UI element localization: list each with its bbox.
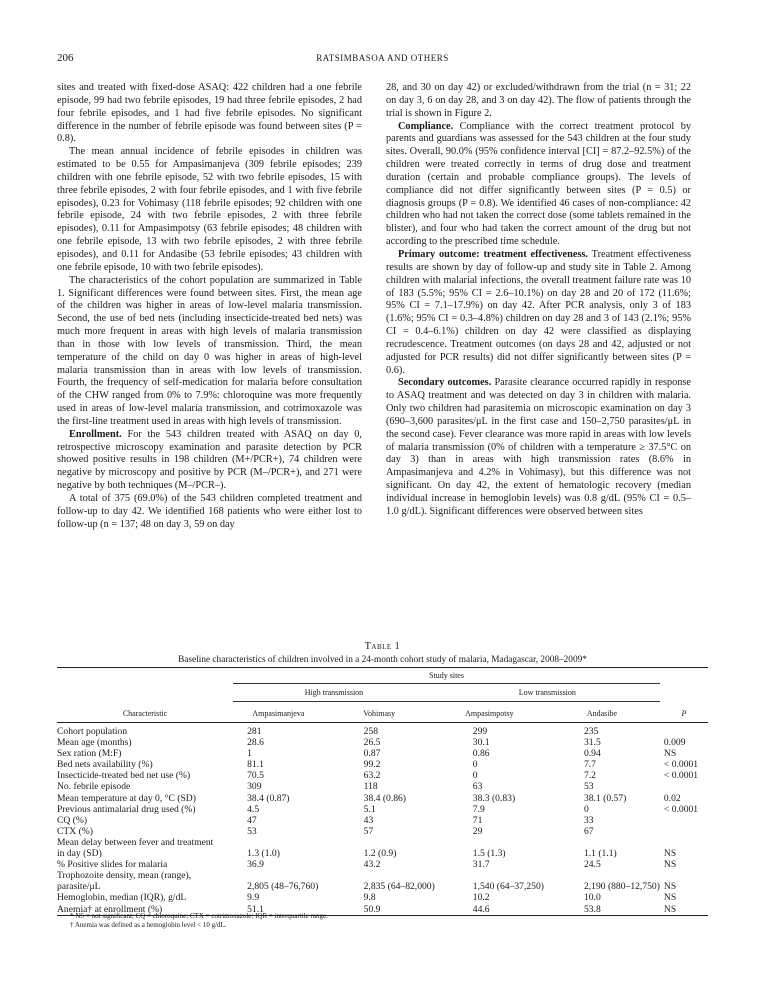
table-cell: 258 — [363, 726, 379, 737]
paragraph-text: The mean annual incidence of febrile episodes in children was estimated to be 0.55 for Ampasimanjeva (309 febrile episodes; 239 children with one febrile episode, 52 with two febrile episodes, 15 with three febrile episodes, 2 with four febrile episodes, and 1 with five febrile episodes), 0.23 for Vohimasy (118 febrile episodes; 92 children with one febrile episode, 24 with two febrile episodes, 2 with three febrile episodes), 0.11 for Ampasimpotsy (63 febrile episodes; 48 children with one febrile episode, 13 with two febrile episodes, 2 with three febrile episodes), and 0.11 for Andasibe (53 febrile episodes; 43 children with one febrile episode, 10 with two febrile episodes). — [57, 146, 362, 273]
table-cell: 99.2 — [363, 759, 381, 771]
p-value-cell: < 0.0001 — [663, 770, 699, 782]
table-cell: 299 — [472, 726, 488, 737]
table-cell: 51.1 — [247, 903, 264, 915]
table-cell: 43.2 — [363, 859, 381, 871]
table-title: Baseline characteristics of children involved in a 24-month cohort study of malaria, Madagascar, 2008–2009* — [178, 655, 587, 665]
table-cell — [435, 870, 544, 881]
col-header-p: P — [660, 702, 708, 723]
running-head: RATSIMBASOA AND OTHERS — [316, 53, 449, 63]
table-row — [57, 748, 708, 759]
table-cell: 30.1 — [472, 737, 490, 749]
paragraph-text: 28, and 30 on day 42) or excluded/withdrawn from the trial (n = 31; 22 on day 3, 6 on day 28, and 3 on day 42). The flow of patients through the trial is shown in Figure 2. — [386, 82, 691, 119]
table-cell: 1.5 (1.3) — [472, 848, 506, 860]
table-cell: 63.2 — [363, 770, 381, 782]
table-label: Table 1 — [364, 641, 401, 652]
row-label: Cohort population — [57, 726, 128, 737]
p-value-cell: NS — [663, 859, 677, 871]
paragraph — [57, 275, 362, 429]
table-cell — [233, 837, 324, 848]
p-value-cell: NS — [663, 848, 677, 860]
table-cell: 0.86 — [472, 748, 490, 760]
paragraph — [57, 146, 362, 274]
paragraph-text: sites and treated with fixed-dose ASAQ: 422 children had a one febrile episode, 99 had two febrile episodes, 19 had three febrile episodes, 2 had four febrile episodes, and 1 had five febrile episodes. No significant difference in the number of febrile episode was found between sites (P = 0.8). — [57, 82, 362, 145]
p-value-cell — [660, 826, 708, 837]
p-value-cell — [660, 870, 708, 881]
table-cell: 0.87 — [363, 748, 381, 760]
table-row — [57, 723, 708, 738]
table-cell: 43 — [363, 814, 374, 826]
paragraph-heading: Compliance. — [398, 120, 454, 132]
row-label: parasite/μL — [57, 881, 101, 893]
p-value-cell — [660, 723, 708, 738]
page-header — [57, 52, 708, 66]
paragraph-heading: Enrollment. — [69, 428, 122, 440]
table-cell: 50.9 — [363, 903, 381, 915]
table-cell: 10.0 — [583, 892, 601, 904]
table-row — [57, 793, 708, 804]
paragraph-text: Treatment effectiveness results are shown by day of follow-up and study site in Table 2. Among children with malarial infections, the overall treatment failure rate was 10 of 183 (5.5%; 95% CI = 2.6–10.1%) on day 28 and 20 of 172 (11.6%; 95% CI = 7.1–17.9%) on day 42. After PCR analysis, only 3 of 183 (1.6%; 95% CI = 0.3–4.8%) children on day 28 and 3 of 143 (2.1%; 95% CI = 0.4–6.1%) children on day 42 were classified as displaying recrudescence. Treatment outcomes (on days 28 and 42, adjusted or not adjusted for PCR results) did not differ significantly between sites (P = 0.6). — [386, 248, 692, 376]
low-transmission-label: Low transmission — [518, 688, 576, 697]
table-cell: 26.5 — [363, 737, 381, 749]
paragraph — [57, 82, 362, 146]
table-cell: 0.94 — [583, 748, 601, 760]
table-cell: 2,805 (48–76,760) — [247, 881, 319, 893]
table-cell — [544, 837, 660, 848]
paragraph-text: Compliance with the correct treatment protocol by parents and guardians was assessed for the 543 children at the four study sites. Overall, 90.0% (95% confidence interval [CI] = 87.2–92.5%) of the children were treated correctly in terms of drug dose and treatment duration (certain and probable compliance groups). The levels of compliance did not differ significantly between sites (P = 0.5) or diagnosis groups (P = 0.8). We identified 46 cases of non-compliance: 42 children who had not taken the correct dose (some tablets remained in the blister), and four who had taken the correct amount of the drug but not according to the prescribed time schedule. — [386, 120, 691, 248]
table-cell: 7.7 — [583, 759, 596, 771]
table-row — [57, 781, 708, 792]
table-cell — [435, 837, 544, 848]
p-value-cell — [660, 781, 708, 792]
row-label: Trophozoite density, mean (range), — [57, 870, 192, 882]
table-caption — [57, 641, 708, 665]
table-row — [57, 837, 708, 848]
table-cell: 118 — [363, 781, 378, 793]
p-value-cell: NS — [663, 903, 677, 915]
table-cell: 53 — [247, 825, 257, 837]
table-cell: 31.7 — [472, 859, 490, 871]
paragraph — [386, 121, 691, 249]
p-value-cell — [660, 837, 708, 848]
high-transmission-label: High transmission — [304, 688, 364, 697]
table-cell: 281 — [247, 726, 262, 737]
table-cell: 53.8 — [583, 903, 601, 915]
table-cell: 2,835 (64–82,000) — [363, 881, 435, 893]
table-cell: 10.2 — [472, 892, 490, 904]
paragraph-heading: Primary outcome: treatment effectiveness. — [398, 248, 589, 260]
paragraph — [386, 377, 691, 518]
col-header-site: Ampasimanjeva — [233, 702, 324, 723]
row-label: Insecticide-treated bed net use (%) — [57, 770, 191, 782]
table-cell — [233, 870, 324, 881]
p-value-cell: 0.02 — [663, 792, 681, 804]
row-label: Sex ration (M:F) — [57, 748, 122, 760]
table-row — [57, 881, 708, 892]
table-row — [57, 859, 708, 870]
table-cell: 1.2 (0.9) — [363, 848, 397, 860]
table-cell: 1.3 (1.0) — [247, 848, 280, 860]
paragraph — [386, 82, 691, 121]
table-row — [57, 804, 708, 815]
table-cell: 38.3 (0.83) — [472, 792, 516, 804]
row-label: CQ (%) — [57, 814, 88, 826]
table-cell — [324, 870, 435, 881]
p-value-cell: < 0.0001 — [663, 759, 699, 771]
table-cell: 36.9 — [247, 859, 264, 871]
row-label: Anemia† at enrollment (%) — [57, 903, 163, 915]
footnote: * NS = not significant; CQ = chloroquine; CTX = cotrimoxazole; IQR = interquartile range. — [70, 912, 328, 920]
table-row — [57, 759, 708, 770]
table-row — [57, 892, 708, 903]
table-cell: 53 — [583, 781, 594, 793]
table-cell: 1 — [247, 748, 252, 760]
table-row — [57, 848, 708, 859]
col-header-site: Andasibe — [544, 702, 660, 723]
p-value-cell — [660, 815, 708, 826]
footnote: † Anemia was defined as a hemoglobin level < 10 g/dL. — [70, 920, 227, 929]
paragraph-text: The characteristics of the cohort population are summarized in Table 1. Significant differences were found between sites. First, the mean age of the children was higher in areas of low-level malaria transmission. Second, the use of bed nets (including insecticide-treated bed nets) was much more frequent in areas with high levels of malaria transmission than in those with low levels of transmission. Third, the mean temperature of the child on day 0 was higher in areas of high-level malaria transmission than in areas with low levels of transmission. Fourth, the frequency of self-medication for malaria before consultation of the CHW ranged from 0% to 7.9%: chloroquine was more frequently used in areas of low-level malaria transmission, and cotrimoxazole was the first-line treatment used in areas with high levels of transmission. — [57, 274, 362, 427]
table-cell: 38.1 (0.57) — [583, 792, 627, 804]
study-sites-label: Study sites — [429, 671, 464, 680]
table-row — [57, 826, 708, 837]
p-value-cell: NS — [663, 748, 677, 760]
table-cell: 33 — [583, 814, 594, 826]
p-value-cell: 0.009 — [663, 737, 686, 749]
left-column — [57, 82, 362, 532]
table-cell: 28.6 — [247, 737, 264, 749]
table-cell: 5.1 — [363, 803, 376, 815]
row-label: Mean delay between fever and treatment — [57, 836, 214, 848]
table-cell — [324, 837, 435, 848]
table-cell: 0 — [472, 759, 478, 771]
row-label: No. febrile episode — [57, 781, 131, 793]
paragraph — [57, 493, 362, 532]
table-cell: 81.1 — [247, 759, 264, 771]
table-cell: 0 — [583, 803, 589, 815]
row-label: % Positive slides for malaria — [57, 859, 168, 871]
col-header-characteristic: Characteristic — [57, 702, 233, 723]
table-cell: 309 — [247, 781, 262, 793]
table-cell: 38.4 (0.87) — [247, 792, 290, 804]
row-label: Bed nets availability (%) — [57, 759, 153, 771]
row-label: Hemoglobin, median (IQR), g/dL — [57, 892, 187, 904]
table-cell: 2,190 (880–12,750) — [583, 881, 660, 893]
table-cell: 29 — [472, 825, 483, 837]
p-value-cell: NS — [663, 892, 677, 904]
table-cell: 47 — [247, 814, 257, 826]
table-cell: 38.4 (0.86) — [363, 792, 407, 804]
paragraph-text: Parasite clearance occurred rapidly in response to ASAQ treatment and was detected on day 3 in children with malaria. Only two children had parasitemia on microscopic examination on day 3 (690–3,600 parasites/μL in the first case and 150–2,750 parasites/μL in the second case). Fever clearance was more rapid in areas with low levels of malaria transmission (0% of children with a temperature ≥ 37.5°C on day 3) than in areas with high transmission rates (8.6% in Ampasimanjeva and 4.2% in Vohimasy), but this difference was not significant. On day 42, the extent of hematologic recovery (median individual increase in hemoglobin levels) was 0.8 g/dL (95% CI = 0.5–1.0 g/dL). Significant differences were observed between sites — [386, 377, 691, 517]
row-label: Previous antimalarial drug used (%) — [57, 803, 196, 815]
table-row — [57, 737, 708, 748]
row-label: Mean temperature at day 0, °C (SD) — [57, 792, 196, 804]
p-value-cell: < 0.0001 — [663, 803, 699, 815]
paragraph — [386, 249, 691, 377]
table-cell: 235 — [583, 726, 599, 737]
col-header-site: Vohimasy — [324, 702, 435, 723]
row-label: Mean age (months) — [57, 737, 132, 749]
table-cell: 7.2 — [583, 770, 596, 782]
paragraph-text: For the 543 children treated with ASAQ on day 0, retrospective microscopy examination and parasite detection by PCR showed positive results in 198 children (M+/PCR+), 74 children were negative by microscopy and positive by PCR (M–/PCR+), and 271 were negative by both techniques (M–/PCR–). — [57, 428, 362, 492]
p-value-cell: NS — [663, 881, 677, 893]
table-cell: 63 — [472, 781, 483, 793]
table-cell: 67 — [583, 825, 594, 837]
table-cell: 70.5 — [247, 770, 264, 782]
baseline-table — [57, 667, 708, 916]
row-label: in day (SD) — [57, 848, 102, 860]
table-cell: 1,540 (64–37,250) — [472, 881, 544, 893]
paragraph-heading: Secondary outcomes. — [398, 377, 492, 389]
table-cell: 9.9 — [247, 892, 260, 904]
col-header-site: Ampasimpotsy — [435, 702, 544, 723]
row-label: CTX (%) — [57, 825, 93, 837]
table-cell: 57 — [363, 825, 374, 837]
table-cell: 7.9 — [472, 803, 485, 815]
table-cell: 31.5 — [583, 737, 601, 749]
table-footnotes — [70, 912, 328, 929]
table-cell: 24.5 — [583, 859, 601, 871]
right-column — [386, 82, 691, 519]
table-cell: 44.6 — [472, 903, 490, 915]
table-row — [57, 770, 708, 781]
page-number: 206 — [57, 52, 74, 64]
table-row — [57, 815, 708, 826]
table-cell: 9.8 — [363, 892, 376, 904]
table-cell: 1.1 (1.1) — [583, 848, 617, 860]
paragraph — [57, 429, 362, 493]
paragraph-text: A total of 375 (69.0%) of the 543 children completed treatment and follow-up to day 42. We identified 168 patients who were either lost to follow-up (n = 137; 48 on day 3, 59 on day — [57, 493, 362, 530]
table-row — [57, 870, 708, 881]
table-cell: 4.5 — [247, 803, 260, 815]
table-cell: 71 — [472, 814, 483, 826]
table-cell — [544, 870, 660, 881]
table-cell: 0 — [472, 770, 478, 782]
